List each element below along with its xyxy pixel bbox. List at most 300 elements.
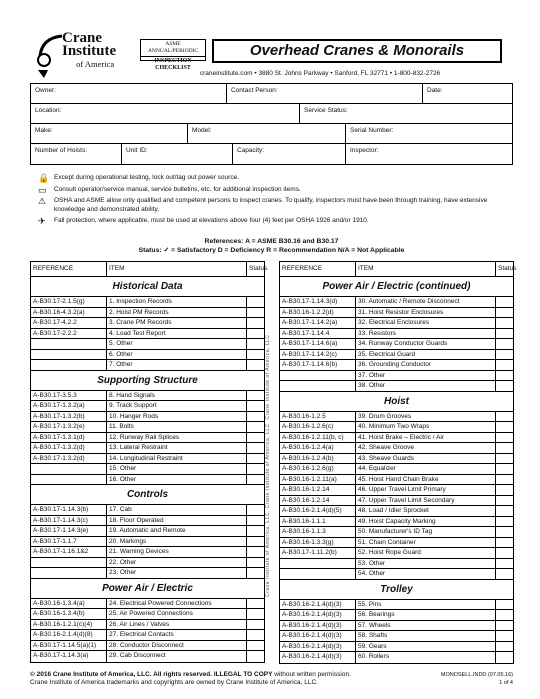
reference-cell: A-B30.16-1.3.4(b) [31, 609, 107, 619]
table-row [280, 297, 513, 308]
table-row [31, 401, 264, 412]
status-cell[interactable] [247, 464, 264, 474]
item-cell: 29. Cab Disconnect [107, 651, 247, 662]
status-cell[interactable] [247, 547, 264, 557]
status-cell[interactable] [247, 609, 264, 619]
reference-cell: A-B30.17-1.14.2(c) [280, 350, 356, 360]
item-cell: 57. Wheels [356, 621, 496, 631]
reference-cell: A-B30.16-1.1.3 [280, 527, 356, 537]
status-cell[interactable] [496, 339, 513, 349]
status-cell[interactable] [247, 297, 264, 307]
table-row [31, 318, 264, 329]
table-row [31, 412, 264, 423]
reference-cell: A-B30.16-1.2.1(c)(4) [31, 620, 107, 630]
trademark-line: Crane Institute of America trademarks and copyrights are owned by Crane Institute of America, LLC. [30, 679, 318, 686]
status-cell[interactable] [247, 537, 264, 547]
item-cell: 12. Runway Rail Splices [107, 433, 247, 443]
status-cell[interactable] [496, 496, 513, 506]
item-cell: 53. Other [356, 559, 496, 569]
item-cell: 20. Markings [107, 537, 247, 547]
date-field[interactable]: Date: [427, 87, 443, 94]
reference-cell: A-B30.16-1.2.11(b, c) [280, 433, 356, 443]
reference-cell [31, 568, 107, 578]
table-row [31, 297, 264, 308]
info-row-make [31, 124, 512, 144]
status-cell[interactable] [247, 620, 264, 630]
table-row [280, 496, 513, 507]
item-cell: 24. Electrical Powered Connections [107, 599, 247, 609]
reference-cell [280, 381, 356, 391]
notice-fall-protection [38, 217, 508, 226]
notice-lockout [38, 174, 508, 183]
status-cell[interactable] [247, 391, 264, 401]
status-cell[interactable] [496, 485, 513, 495]
table-row [280, 631, 513, 642]
status-cell[interactable] [247, 505, 264, 515]
notice-text: Except during operational testing, lock out/tag out power source. [54, 174, 239, 181]
item-cell: 37. Other [356, 371, 496, 381]
reference-cell [31, 350, 107, 360]
reference-cell: A-B30.17-1.3.2(e) [31, 422, 107, 432]
status-cell[interactable] [247, 641, 264, 651]
item-cell: 36. Grounding Conductor [356, 360, 496, 370]
item-cell: 19. Automatic and Remote [107, 526, 247, 536]
status-cell[interactable] [247, 630, 264, 640]
notice-manual [38, 186, 508, 195]
info-row-hoists [31, 144, 512, 164]
status-cell[interactable] [496, 412, 513, 422]
reference-cell: A-B30.16-2.1.4(d)(8) [31, 630, 107, 640]
table-row [280, 517, 513, 528]
reference-cell: A-B30.17-1.14.2(a) [280, 318, 356, 328]
table-row [280, 569, 513, 580]
status-cell[interactable] [247, 443, 264, 453]
table-row [31, 505, 264, 516]
reference-cell: A-B30.16-2.1.4(d)(3) [280, 642, 356, 652]
reference-cell: A-B30.17-2.2.2 [31, 329, 107, 339]
item-cell: 56. Bearings [356, 610, 496, 620]
table-row [280, 485, 513, 496]
status-cell[interactable] [496, 569, 513, 579]
table-row [280, 652, 513, 663]
reference-cell [280, 371, 356, 381]
references-legend [30, 237, 513, 255]
item-cell: 51. Chain Container [356, 538, 496, 548]
item-cell: 22. Other [107, 558, 247, 568]
status-cell[interactable] [496, 600, 513, 610]
status-cell[interactable] [496, 610, 513, 620]
reference-cell: A-B30.17-1.3.2(a) [31, 401, 107, 411]
reference-cell: A-B30.16-2.1.4(d)(3) [280, 631, 356, 641]
section-heading: Controls [31, 485, 264, 505]
reference-cell: A-B30.17-1.11.2(b) [280, 548, 356, 558]
table-row [280, 600, 513, 611]
reference-cell: A-B30.16-2.1.4(d)(5) [280, 506, 356, 516]
table-row [31, 516, 264, 527]
table-row [31, 464, 264, 475]
reference-cell: A-B30.17-1.14.3(d) [280, 297, 356, 307]
item-cell: 43. Sheave Guards [356, 454, 496, 464]
item-cell: 15. Other [107, 464, 247, 474]
notice-text: Fall protection, where applicable, must be used at elevations above four (4) feet per OSHA 1926 and/or 1910. [54, 217, 369, 224]
item-cell: 28. Conductor Disconnect [107, 641, 247, 651]
table-row [280, 527, 513, 538]
status-cell[interactable] [496, 506, 513, 516]
fall-icon: ✈ [38, 216, 46, 226]
status-cell[interactable] [496, 548, 513, 558]
table-row [280, 642, 513, 653]
item-cell: 30. Automatic / Remote Disconnect [356, 297, 496, 307]
header-item: ITEM [356, 262, 496, 276]
status-cell[interactable] [247, 568, 264, 578]
table-row [280, 422, 513, 433]
table-row [280, 412, 513, 423]
status-cell[interactable] [496, 517, 513, 527]
status-legend-line: Status: ✓ = Satisfactory D = Deficiency R = Recommendation N/A = Not Applicable [138, 247, 405, 254]
item-cell: 16. Other [107, 475, 247, 485]
status-cell[interactable] [496, 308, 513, 318]
item-cell: 17. Cab [107, 505, 247, 515]
reference-cell: A-B30.16-1.2.6(g) [280, 464, 356, 474]
address-line: craneinstitute.com • 3880 St. Johns Parkway • Sanford, FL 32771 • 1-800-832-2726 [199, 70, 441, 77]
reference-cell [31, 339, 107, 349]
reference-cell: A-B30.17-1.14.3(b) [31, 505, 107, 515]
table-row [280, 308, 513, 319]
info-row-owner [31, 84, 512, 104]
table-row [280, 621, 513, 632]
header-item: ITEM [107, 262, 247, 276]
item-cell: 31. Hoist Resistor Enclosures [356, 308, 496, 318]
reference-cell [31, 360, 107, 370]
item-cell: 26. Air Lines / Valves [107, 620, 247, 630]
reference-cell: A-B30.16-1.2.6(c) [280, 422, 356, 432]
header-reference: REFERENCE [280, 262, 356, 276]
item-cell: 32. Electrical Enclosures [356, 318, 496, 328]
reference-cell: A-B30.16-4.3.2(a) [31, 308, 107, 318]
item-cell: 1. Inspection Records [107, 297, 247, 307]
section-heading: Power Air / Electric [31, 579, 264, 599]
number-of-hoists-field[interactable]: Number of Hoists: [31, 144, 122, 164]
item-cell: 45. Hoist Hand Chain Brake [356, 475, 496, 485]
item-cell: 60. Rollers [356, 652, 496, 663]
reference-cell: A-B30.16-1.2.2(d) [280, 308, 356, 318]
status-cell[interactable] [247, 475, 264, 485]
inspection-table-right [279, 261, 517, 664]
notices [38, 174, 508, 229]
contact-person-field[interactable]: Contact Person: [227, 84, 423, 103]
location-field[interactable]: Location: [31, 104, 300, 123]
reference-cell [280, 569, 356, 579]
item-cell: 44. Equalizer [356, 464, 496, 474]
table-row [280, 433, 513, 444]
lock-icon: 🔒 [38, 173, 50, 183]
copyright-bold: © 2016 Crane Institute of America, LLC. All rights reserved. ILLEGAL TO COPY [30, 671, 273, 678]
item-cell: 6. Other [107, 350, 247, 360]
reference-cell: A-B30.16-1.3.4(a) [31, 599, 107, 609]
item-cell: 21. Warning Devices [107, 547, 247, 557]
status-cell[interactable] [496, 318, 513, 328]
reference-cell [31, 475, 107, 485]
document-id: MONOSELL.INDD (07.05.16) [440, 672, 513, 678]
status-cell[interactable] [496, 371, 513, 381]
table-row [31, 475, 264, 486]
status-cell[interactable] [247, 308, 264, 318]
status-cell[interactable] [247, 329, 264, 339]
item-cell: 33. Resistors [356, 329, 496, 339]
logo-line-3: of America [76, 59, 115, 69]
table-row [31, 568, 264, 579]
reference-cell: A-B30.17-1.3.2(d) [31, 454, 107, 464]
section-heading: Hoist [280, 392, 513, 412]
owner-field[interactable]: Owner: [31, 84, 227, 103]
item-cell: 18. Floor Operated [107, 516, 247, 526]
status-cell[interactable] [496, 329, 513, 339]
table-row [280, 475, 513, 486]
table-row [31, 558, 264, 569]
reference-cell [31, 464, 107, 474]
reference-cell [31, 558, 107, 568]
copyright-rest: without written permission. [272, 671, 351, 678]
references-line: References: A = ASME B30.16 and B30.17 [204, 238, 339, 245]
notice-text: Consult operator/service manual, service bulletins, etc. for additional inspection items. [54, 185, 301, 193]
checklist-label-box [140, 39, 206, 71]
reference-cell: A-B30.16-2.1.4(d)(3) [280, 610, 356, 620]
reference-cell: A-B30.16-1.2.14 [280, 485, 356, 495]
item-cell: 46. Upper Travel Limit Primary [356, 485, 496, 495]
item-cell: 47. Upper Travel Limit Secondary [356, 496, 496, 506]
status-cell[interactable] [247, 412, 264, 422]
page-number: 1 of 4 [499, 680, 513, 686]
status-cell[interactable] [247, 516, 264, 526]
item-cell: 25. Air Powered Connections [107, 609, 247, 619]
table-header [31, 262, 268, 277]
item-cell: 58. Shafts [356, 631, 496, 641]
logo-line-1: Crane [62, 30, 102, 46]
serial-number-field[interactable]: Serial Number: [350, 127, 394, 134]
unit-id-field[interactable]: Unit ID: [122, 144, 233, 164]
section-heading: Power Air / Electric (continued) [280, 277, 513, 297]
table-row [31, 360, 264, 371]
status-cell[interactable] [496, 527, 513, 537]
status-cell[interactable] [496, 454, 513, 464]
table-row [280, 559, 513, 570]
reference-cell: A-B30.17-1.14.5(a)(1) [31, 641, 107, 651]
status-cell[interactable] [247, 558, 264, 568]
item-cell: 11. Bolts [107, 422, 247, 432]
table-row [31, 620, 264, 631]
table-row [31, 339, 264, 350]
table-row [280, 339, 513, 350]
reference-cell: A-B30.17-1.14.3(c) [31, 516, 107, 526]
item-cell: 59. Gears [356, 642, 496, 652]
status-cell[interactable] [496, 475, 513, 485]
table-header [280, 262, 517, 277]
item-cell: 34. Runway Conductor Guards [356, 339, 496, 349]
reference-cell: A-B30.17-1.14.6(b) [280, 360, 356, 370]
reference-cell: A-B30.17-1.14.3(e) [31, 526, 107, 536]
table-row [280, 506, 513, 517]
table-row [280, 350, 513, 361]
item-cell: 4. Load Test Report [107, 329, 247, 339]
section-heading: Trolley [280, 580, 513, 600]
status-cell[interactable] [496, 443, 513, 453]
table-row [31, 350, 264, 361]
item-cell: 50. Manufacturer's ID Tag [356, 527, 496, 537]
reference-cell: A-B30.17-4.2.2 [31, 318, 107, 328]
reference-cell: A-B30.16-1.2.14 [280, 496, 356, 506]
status-cell[interactable] [496, 433, 513, 443]
reference-cell: A-B30.16-1.2.4(b) [280, 454, 356, 464]
item-cell: 55. Pins [356, 600, 496, 610]
table-row [31, 537, 264, 548]
reference-cell: A-B30.16-1.2.4(a) [280, 443, 356, 453]
section-heading: Supporting Structure [31, 371, 264, 391]
vertical-watermark: Crane Institute of America, LLC. Crane Institute of America, LLC. Crane Institute of America, LLC. [265, 332, 271, 598]
table-row [31, 308, 264, 319]
item-cell: 2. Hoist PM Records [107, 308, 247, 318]
status-cell[interactable] [247, 433, 264, 443]
item-cell: 35. Electrical Guard [356, 350, 496, 360]
header-status: Status [249, 265, 268, 272]
item-cell: 9. Track Support [107, 401, 247, 411]
status-cell[interactable] [496, 381, 513, 391]
status-cell[interactable] [496, 642, 513, 652]
inspector-field[interactable]: Inspector: [350, 147, 379, 154]
item-cell: 49. Hoist Capacity Marking [356, 517, 496, 527]
status-cell[interactable] [247, 339, 264, 349]
status-cell[interactable] [496, 360, 513, 370]
item-cell: 42. Sheave Groove [356, 443, 496, 453]
item-cell: 14. Longitudinal Restraint [107, 454, 247, 464]
table-row [31, 391, 264, 402]
status-cell[interactable] [247, 599, 264, 609]
status-cell[interactable] [247, 651, 264, 662]
table-row [280, 538, 513, 549]
page-title: Overhead Cranes & Monorails [212, 39, 502, 63]
status-cell[interactable] [496, 297, 513, 307]
status-cell[interactable] [247, 526, 264, 536]
item-cell: 40. Minimum Two Wraps [356, 422, 496, 432]
reference-cell: A-B30.17-1.3.1(d) [31, 433, 107, 443]
table-row [31, 651, 264, 662]
table-row [31, 547, 264, 558]
reference-cell: A-B30.17-1.14.3(a) [31, 651, 107, 662]
status-cell[interactable] [496, 538, 513, 548]
status-cell[interactable] [496, 631, 513, 641]
reference-cell: A-B30.16-1.3.3(g) [280, 538, 356, 548]
table-row [31, 526, 264, 537]
item-cell: 27. Electrical Contacts [107, 630, 247, 640]
reference-cell: A-B30.16-2.1.4(d)(3) [280, 621, 356, 631]
item-cell: 48. Load / Idler Sprocket [356, 506, 496, 516]
status-cell[interactable] [496, 652, 513, 663]
table-row [280, 548, 513, 559]
item-cell: 54. Other [356, 569, 496, 579]
item-cell: 52. Hoist Rope Guard [356, 548, 496, 558]
reference-cell: A-B30.17-1.16.1&2 [31, 547, 107, 557]
table-row [280, 360, 513, 371]
manual-icon: ▭ [38, 184, 47, 195]
table-row [31, 599, 264, 610]
table-row [280, 464, 513, 475]
service-status-field[interactable]: Service Status: [304, 107, 348, 114]
logo-text [62, 32, 116, 71]
header-reference: REFERENCE [31, 262, 107, 276]
section-heading: Historical Data [31, 277, 264, 297]
table-row [31, 329, 264, 340]
reference-cell: A-B30.16-2.1.4(d)(3) [280, 600, 356, 610]
table-row [31, 641, 264, 652]
status-cell[interactable] [496, 350, 513, 360]
item-cell: 39. Drum Grooves [356, 412, 496, 422]
table-row [280, 381, 513, 392]
status-cell[interactable] [496, 559, 513, 569]
table-row [280, 454, 513, 465]
reference-cell: A-B30.17-1.3.2(d) [31, 443, 107, 453]
item-cell: 3. Crane PM Records [107, 318, 247, 328]
table-row [31, 609, 264, 620]
header-status: Status [498, 265, 517, 272]
status-cell[interactable] [496, 422, 513, 432]
item-cell: 13. Lateral Restraint [107, 443, 247, 453]
table-row [31, 454, 264, 465]
table-row [280, 443, 513, 454]
status-cell[interactable] [247, 422, 264, 432]
table-row [31, 630, 264, 641]
footer-right [441, 671, 513, 687]
status-cell[interactable] [247, 454, 264, 464]
checklist-line-2: INSPECTION CHECKLIST [141, 56, 205, 72]
checklist-line-1: ASME ANNUAL/PERIODIC [147, 41, 199, 54]
item-cell: 10. Hanger Rods [107, 412, 247, 422]
status-cell[interactable] [247, 318, 264, 328]
item-cell: 8. Hand Signals [107, 391, 247, 401]
status-cell[interactable] [496, 621, 513, 631]
item-cell: 23. Other [107, 568, 247, 578]
info-form [30, 83, 513, 165]
reference-cell: A-B30.17-1.3.2(b) [31, 412, 107, 422]
status-cell[interactable] [247, 401, 264, 411]
reference-cell: A-B30.16-1.2.5 [280, 412, 356, 422]
reference-cell: A-B30.16-1.2.11(a) [280, 475, 356, 485]
notice-text: OSHA and ASME allow only qualified and competent persons to inspect cranes. To qualify, inspectors must have been through training, have extensive knowledge and demonstrated ability. [54, 197, 488, 213]
notice-qualified [38, 197, 508, 214]
table-row [31, 433, 264, 444]
table-row [280, 318, 513, 329]
reference-cell: A-B30.17-3.5.3 [31, 391, 107, 401]
item-cell: 38. Other [356, 381, 496, 391]
reference-cell: A-B30.16-2.1.4(d)(3) [280, 652, 356, 663]
status-cell[interactable] [247, 350, 264, 360]
model-field[interactable]: Model: [188, 124, 346, 143]
item-cell: 5. Other [107, 339, 247, 349]
make-field[interactable]: Make: [31, 124, 188, 143]
reference-cell: A-B30.17-2.1.5(g) [31, 297, 107, 307]
table-row [280, 329, 513, 340]
reference-cell [280, 559, 356, 569]
status-cell[interactable] [247, 360, 264, 370]
reference-cell: A-B30.17-1.14.6(a) [280, 339, 356, 349]
reference-cell: A-B30.17-1.14.4 [280, 329, 356, 339]
info-row-location [31, 104, 512, 124]
reference-cell: A-B30.16-1.1.1 [280, 517, 356, 527]
capacity-field[interactable]: Capacity: [233, 144, 346, 164]
logo-line-2: Institute [62, 43, 117, 59]
table-row [31, 422, 264, 433]
item-cell: 7. Other [107, 360, 247, 370]
warning-icon: ⚠ [38, 196, 47, 206]
status-cell[interactable] [496, 464, 513, 474]
